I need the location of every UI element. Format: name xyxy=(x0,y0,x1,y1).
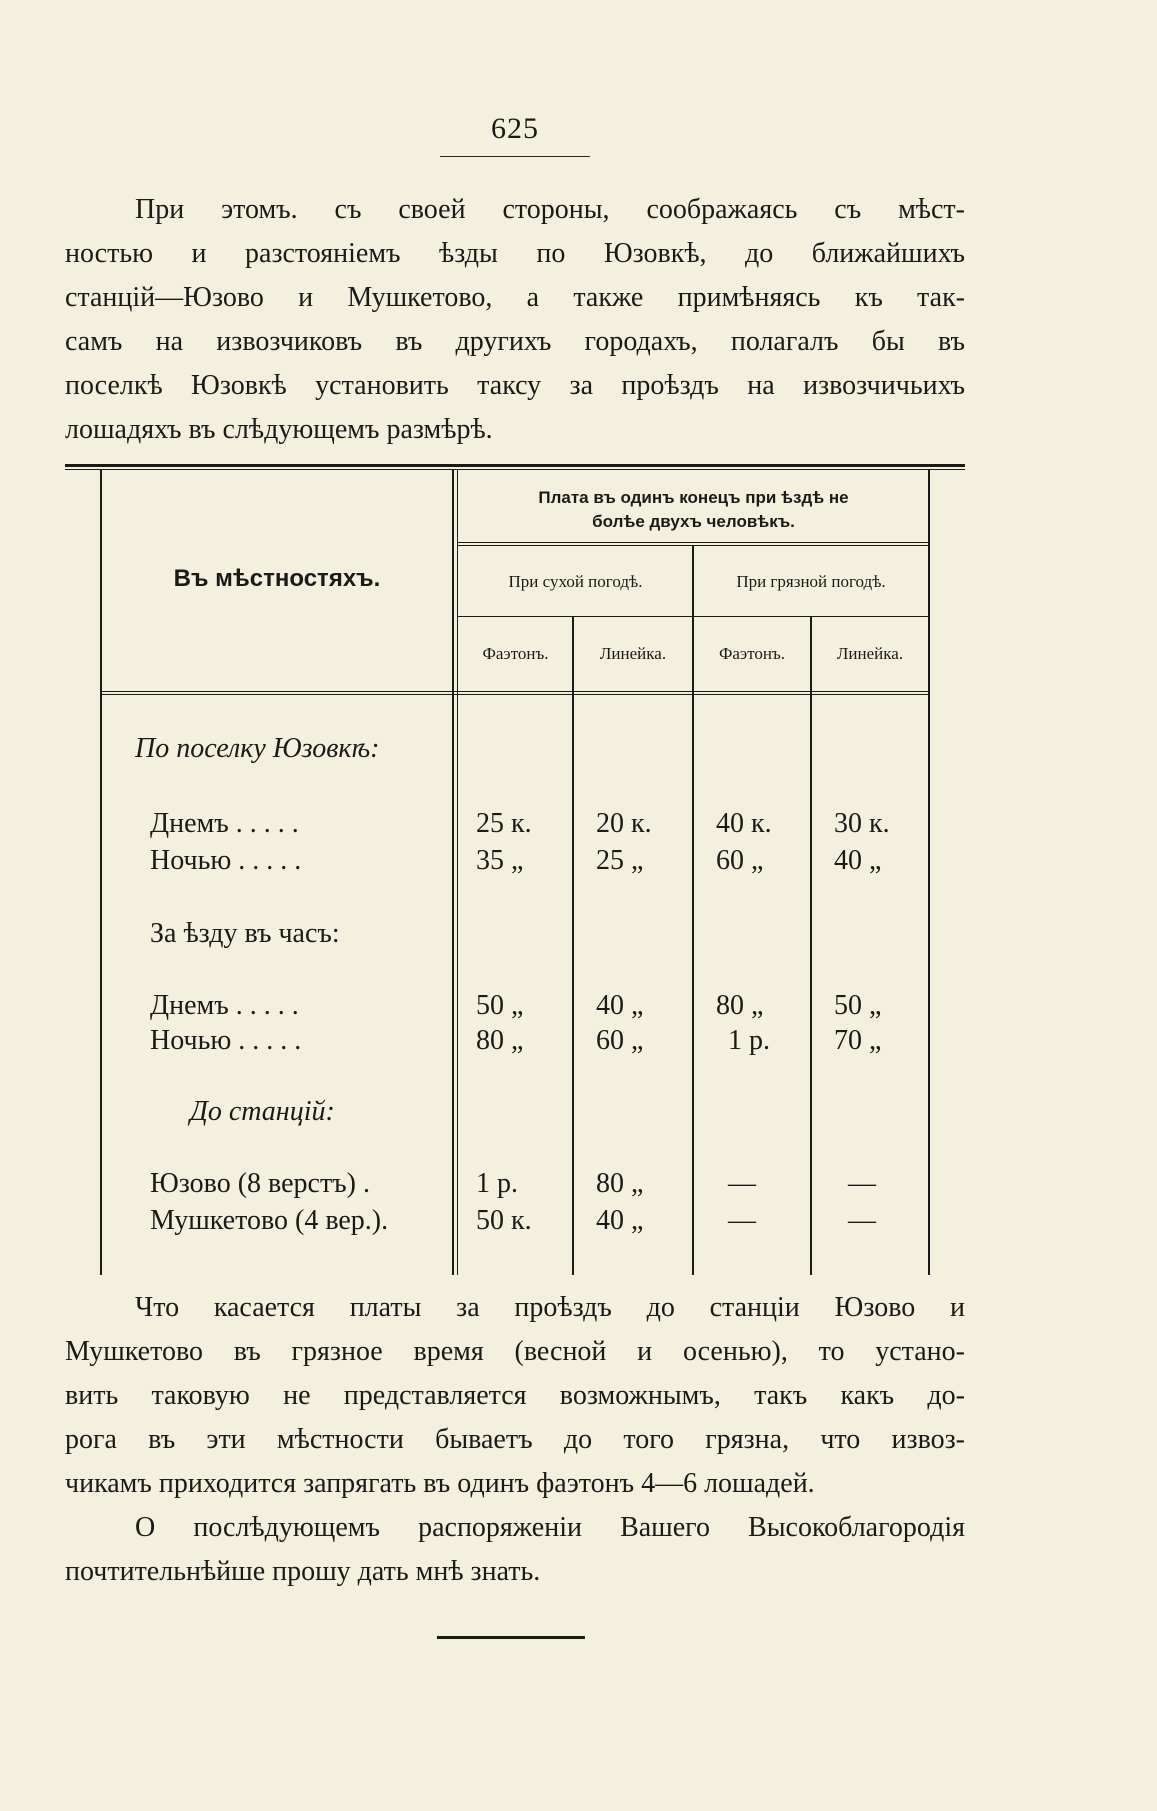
text-line: При этомъ. съ своей стороны, соображаясь съ мѣст- xyxy=(135,194,965,225)
fare-cell: 50 „ xyxy=(476,990,524,1021)
row-label: Днемъ . . . . . xyxy=(150,808,299,839)
header-phaeton: Фаэтонъ. xyxy=(718,644,786,663)
fare-cell: 35 „ xyxy=(476,845,524,876)
fare-cell: 60 „ xyxy=(596,1025,644,1056)
table-divider xyxy=(452,470,454,1275)
text-line: поселкѣ Юзовкѣ установить таксу за проѣздъ на извозчичьихъ xyxy=(65,370,965,401)
fare-cell: 25 „ xyxy=(596,845,644,876)
header-fare xyxy=(459,486,928,534)
header-mud: При грязной погодѣ. xyxy=(736,572,886,591)
fare-cell: 40 „ xyxy=(596,990,644,1021)
fare-cell: 25 к. xyxy=(476,808,532,839)
section-hourly: За ѣзду въ часъ: xyxy=(150,918,340,949)
text-line: ностью и разстояніемъ ѣзды по Юзовкѣ, до ближайшихъ xyxy=(65,238,965,269)
text-line: лошадяхъ въ слѣдующемъ размѣрѣ. xyxy=(65,414,493,445)
page-number: 625 xyxy=(491,112,539,145)
fare-cell: 70 „ xyxy=(834,1025,882,1056)
header-fare-line: Плата въ одинъ конецъ при ѣздѣ не xyxy=(538,488,849,507)
section-stations: До станцій: xyxy=(190,1096,335,1127)
header-lineika: Линейка. xyxy=(836,644,904,663)
header-fare-line: болѣе двухъ человѣкъ. xyxy=(592,512,795,531)
fare-cell: 80 „ xyxy=(476,1025,524,1056)
fare-cell: 80 „ xyxy=(716,990,764,1021)
fare-cell: — xyxy=(848,1205,876,1236)
text-line: самъ на извозчиковъ въ другихъ городахъ, полагалъ бы въ xyxy=(65,326,965,357)
text-line: станцій—Юзово и Мушкетово, а также примѣняясь къ так- xyxy=(65,282,965,313)
fare-cell: 40 „ xyxy=(834,845,882,876)
section-village: По поселку Юзовкѣ: xyxy=(135,733,380,764)
fare-cell: — xyxy=(848,1168,876,1199)
header-phaeton: Фаэтонъ. xyxy=(482,644,549,663)
fare-cell: — xyxy=(728,1205,756,1236)
fare-cell: 30 к. xyxy=(834,808,890,839)
page-number-rule xyxy=(440,156,590,157)
text-line: чикамъ приходится запрягать въ одинъ фаэтонъ 4—6 лошадей. xyxy=(65,1468,815,1499)
table-divider xyxy=(457,470,458,1275)
closing-paragraph xyxy=(65,1286,965,1594)
header-bottom-rule xyxy=(100,691,928,695)
table-divider xyxy=(572,616,574,1275)
row-label: Днемъ . . . . . xyxy=(150,990,299,1021)
fare-cell: 40 „ xyxy=(596,1205,644,1236)
row-label: Ночью . . . . . xyxy=(150,845,302,876)
fare-cell: 40 к. xyxy=(716,808,772,839)
fare-cell: 50 к. xyxy=(476,1205,532,1236)
text-line: О послѣдующемъ распоряженіи Вашего Высокоблагородія xyxy=(135,1512,965,1543)
fare-cell: 80 „ xyxy=(596,1168,644,1199)
text-line: рога въ эти мѣстности бываетъ до того грязна, что извоз- xyxy=(65,1424,965,1455)
table-divider xyxy=(810,616,812,1275)
header-locality: Въ мѣстностяхъ. xyxy=(173,565,381,592)
text-line: вить таковую не представляется возможнымъ, такъ какъ до- xyxy=(65,1380,965,1411)
fare-cell: 60 „ xyxy=(716,845,764,876)
table-right-border xyxy=(928,470,930,1275)
fare-cell: 1 р. xyxy=(728,1025,770,1056)
end-rule xyxy=(437,1636,585,1639)
fare-cell: — xyxy=(728,1168,756,1199)
row-label: Юзово (8 верстъ) . xyxy=(150,1168,370,1199)
row-label: Мушкетово (4 вер.). xyxy=(150,1205,389,1236)
text-line: почтительнѣйше прошу дать мнѣ знать. xyxy=(65,1556,541,1587)
fare-cell: 1 р. xyxy=(476,1168,518,1199)
intro-paragraph xyxy=(65,188,965,452)
table-top-rule xyxy=(65,464,965,470)
text-line: Что касается платы за проѣздъ до станціи Юзово и xyxy=(135,1292,965,1323)
header-rule xyxy=(457,616,928,617)
header-dry: При сухой погодѣ. xyxy=(508,572,643,591)
fare-cell: 20 к. xyxy=(596,808,652,839)
row-label: Ночью . . . . . xyxy=(150,1025,302,1056)
fare-cell: 50 „ xyxy=(834,990,882,1021)
header-lineika: Линейка. xyxy=(599,644,667,663)
text-line: Мушкетово въ грязное время (весной и осенью), то устано- xyxy=(65,1336,965,1367)
header-rule xyxy=(457,542,928,546)
